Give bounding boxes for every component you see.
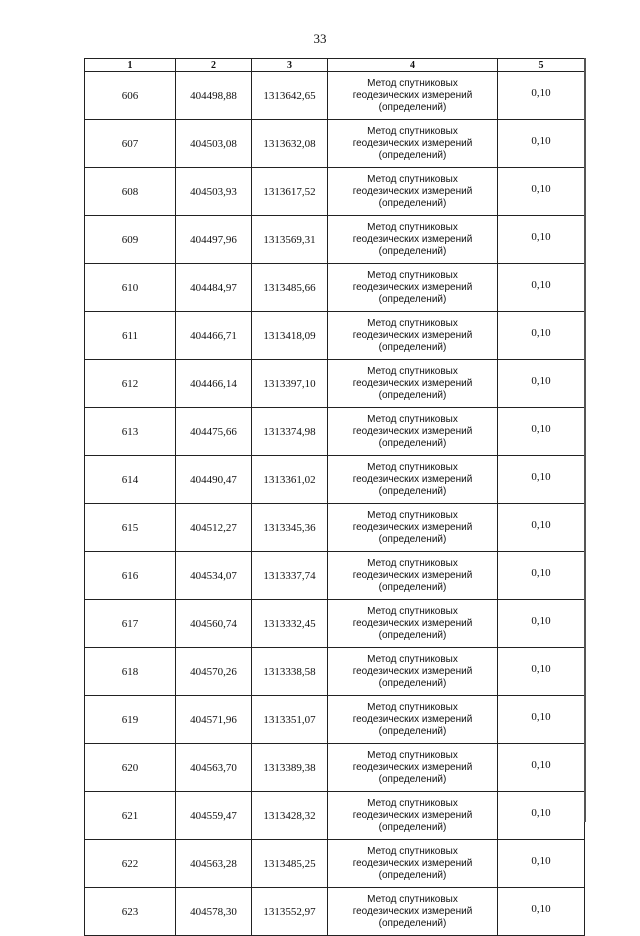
method-line: (определений) xyxy=(378,485,447,497)
method-line: (определений) xyxy=(378,245,447,257)
table-row xyxy=(85,552,585,600)
y-coordinate-cell: 1313632,08 xyxy=(252,120,328,168)
x-coordinate-cell: 404563,28 xyxy=(176,840,252,888)
method-line: Метод спутниковых xyxy=(367,221,458,233)
y-coordinate-cell: 1313338,58 xyxy=(252,648,328,696)
method-line: (определений) xyxy=(378,101,447,113)
accuracy-cell: 0,10 xyxy=(498,360,585,408)
x-coordinate-cell: 404570,26 xyxy=(176,648,252,696)
y-coordinate-cell: 1313485,25 xyxy=(252,840,328,888)
y-coordinate-cell: 1313332,45 xyxy=(252,600,328,648)
method-cell xyxy=(328,648,498,696)
method-cell xyxy=(328,312,498,360)
method-cell xyxy=(328,552,498,600)
method-line: (определений) xyxy=(378,725,447,737)
y-coordinate-cell: 1313389,38 xyxy=(252,744,328,792)
method-cell xyxy=(328,840,498,888)
table-row xyxy=(85,168,585,216)
x-coordinate-cell: 404563,70 xyxy=(176,744,252,792)
y-coordinate-cell: 1313361,02 xyxy=(252,456,328,504)
point-number-cell: 613 xyxy=(85,408,176,456)
y-coordinate-cell: 1313345,36 xyxy=(252,504,328,552)
y-coordinate-cell: 1313397,10 xyxy=(252,360,328,408)
point-number-cell: 610 xyxy=(85,264,176,312)
x-coordinate-cell: 404578,30 xyxy=(176,888,252,936)
x-coordinate-cell: 404497,96 xyxy=(176,216,252,264)
method-line: геодезических измерений xyxy=(352,329,473,341)
accuracy-cell: 0,10 xyxy=(498,312,585,360)
y-coordinate-cell: 1313428,32 xyxy=(252,792,328,840)
point-number-cell: 609 xyxy=(85,216,176,264)
point-number-cell: 622 xyxy=(85,840,176,888)
x-coordinate-cell: 404490,47 xyxy=(176,456,252,504)
method-line: Метод спутниковых xyxy=(367,701,458,713)
header-col-4: 4 xyxy=(328,59,498,72)
table-header-row xyxy=(85,59,585,72)
y-coordinate-cell: 1313351,07 xyxy=(252,696,328,744)
point-number-cell: 618 xyxy=(85,648,176,696)
table-right-edge xyxy=(584,58,586,822)
point-number-cell: 621 xyxy=(85,792,176,840)
method-line: геодезических измерений xyxy=(352,809,473,821)
y-coordinate-cell: 1313418,09 xyxy=(252,312,328,360)
table-row xyxy=(85,408,585,456)
y-coordinate-cell: 1313337,74 xyxy=(252,552,328,600)
y-coordinate-cell: 1313642,65 xyxy=(252,72,328,120)
x-coordinate-cell: 404534,07 xyxy=(176,552,252,600)
method-line: геодезических измерений xyxy=(352,377,473,389)
method-line: геодезических измерений xyxy=(352,425,473,437)
method-line: Метод спутниковых xyxy=(367,797,458,809)
table-row xyxy=(85,600,585,648)
method-cell xyxy=(328,408,498,456)
method-line: (определений) xyxy=(378,869,447,881)
method-line: (определений) xyxy=(378,917,447,929)
method-line: Метод спутниковых xyxy=(367,845,458,857)
accuracy-cell: 0,10 xyxy=(498,408,585,456)
method-line: геодезических измерений xyxy=(352,89,473,101)
y-coordinate-cell: 1313617,52 xyxy=(252,168,328,216)
header-col-2: 2 xyxy=(176,59,252,72)
method-line: (определений) xyxy=(378,437,447,449)
method-line: (определений) xyxy=(378,581,447,593)
x-coordinate-cell: 404484,97 xyxy=(176,264,252,312)
method-line: (определений) xyxy=(378,629,447,641)
x-coordinate-cell: 404571,96 xyxy=(176,696,252,744)
method-line: геодезических измерений xyxy=(352,761,473,773)
accuracy-cell: 0,10 xyxy=(498,216,585,264)
method-line: (определений) xyxy=(378,197,447,209)
method-cell xyxy=(328,264,498,312)
point-number-cell: 611 xyxy=(85,312,176,360)
method-line: Метод спутниковых xyxy=(367,893,458,905)
accuracy-cell: 0,10 xyxy=(498,696,585,744)
method-cell xyxy=(328,744,498,792)
table-row xyxy=(85,888,585,936)
table-row xyxy=(85,696,585,744)
method-line: (определений) xyxy=(378,293,447,305)
table-row xyxy=(85,264,585,312)
method-line: геодезических измерений xyxy=(352,713,473,725)
method-line: Метод спутниковых xyxy=(367,269,458,281)
page-number: 33 xyxy=(313,31,327,46)
method-line: Метод спутниковых xyxy=(367,605,458,617)
method-line: Метод спутниковых xyxy=(367,557,458,569)
x-coordinate-cell: 404475,66 xyxy=(176,408,252,456)
method-line: (определений) xyxy=(378,341,447,353)
table-row xyxy=(85,744,585,792)
header-col-5: 5 xyxy=(498,59,585,72)
point-number-cell: 608 xyxy=(85,168,176,216)
accuracy-cell: 0,10 xyxy=(498,888,585,936)
y-coordinate-cell: 1313552,97 xyxy=(252,888,328,936)
method-line: геодезических измерений xyxy=(352,281,473,293)
method-line: (определений) xyxy=(378,773,447,785)
point-number-cell: 612 xyxy=(85,360,176,408)
point-number-cell: 607 xyxy=(85,120,176,168)
accuracy-cell: 0,10 xyxy=(498,840,585,888)
accuracy-cell: 0,10 xyxy=(498,168,585,216)
table-row xyxy=(85,216,585,264)
method-cell xyxy=(328,168,498,216)
accuracy-cell: 0,10 xyxy=(498,744,585,792)
method-line: (определений) xyxy=(378,821,447,833)
method-line: Метод спутниковых xyxy=(367,653,458,665)
table-row xyxy=(85,312,585,360)
method-line: (определений) xyxy=(378,389,447,401)
accuracy-cell: 0,10 xyxy=(498,648,585,696)
method-line: Метод спутниковых xyxy=(367,749,458,761)
x-coordinate-cell: 404560,74 xyxy=(176,600,252,648)
method-cell xyxy=(328,888,498,936)
table-row xyxy=(85,792,585,840)
method-line: Метод спутниковых xyxy=(367,317,458,329)
method-line: геодезических измерений xyxy=(352,137,473,149)
point-number-cell: 623 xyxy=(85,888,176,936)
method-line: геодезических измерений xyxy=(352,569,473,581)
accuracy-cell: 0,10 xyxy=(498,600,585,648)
table-row xyxy=(85,360,585,408)
point-number-cell: 615 xyxy=(85,504,176,552)
method-cell xyxy=(328,216,498,264)
y-coordinate-cell: 1313485,66 xyxy=(252,264,328,312)
accuracy-cell: 0,10 xyxy=(498,504,585,552)
x-coordinate-cell: 404498,88 xyxy=(176,72,252,120)
method-line: (определений) xyxy=(378,533,447,545)
method-line: (определений) xyxy=(378,677,447,689)
method-line: геодезических измерений xyxy=(352,473,473,485)
method-cell xyxy=(328,360,498,408)
method-line: Метод спутниковых xyxy=(367,365,458,377)
method-line: Метод спутниковых xyxy=(367,173,458,185)
table-row xyxy=(85,456,585,504)
x-coordinate-cell: 404503,93 xyxy=(176,168,252,216)
method-line: Метод спутниковых xyxy=(367,509,458,521)
method-line: Метод спутниковых xyxy=(367,413,458,425)
method-cell xyxy=(328,72,498,120)
accuracy-cell: 0,10 xyxy=(498,456,585,504)
method-line: геодезических измерений xyxy=(352,617,473,629)
table-row xyxy=(85,72,585,120)
method-line: геодезических измерений xyxy=(352,521,473,533)
method-line: Метод спутниковых xyxy=(367,461,458,473)
x-coordinate-cell: 404512,27 xyxy=(176,504,252,552)
method-line: (определений) xyxy=(378,149,447,161)
method-line: Метод спутниковых xyxy=(367,77,458,89)
accuracy-cell: 0,10 xyxy=(498,792,585,840)
x-coordinate-cell: 404559,47 xyxy=(176,792,252,840)
method-line: геодезических измерений xyxy=(352,233,473,245)
y-coordinate-cell: 1313374,98 xyxy=(252,408,328,456)
point-number-cell: 614 xyxy=(85,456,176,504)
x-coordinate-cell: 404503,08 xyxy=(176,120,252,168)
point-number-cell: 606 xyxy=(85,72,176,120)
method-cell xyxy=(328,120,498,168)
table-row xyxy=(85,648,585,696)
point-number-cell: 619 xyxy=(85,696,176,744)
table-row xyxy=(85,120,585,168)
method-cell xyxy=(328,456,498,504)
method-cell xyxy=(328,696,498,744)
accuracy-cell: 0,10 xyxy=(498,264,585,312)
method-line: геодезических измерений xyxy=(352,185,473,197)
table-row xyxy=(85,504,585,552)
method-line: Метод спутниковых xyxy=(367,125,458,137)
point-number-cell: 617 xyxy=(85,600,176,648)
method-cell xyxy=(328,504,498,552)
accuracy-cell: 0,10 xyxy=(498,120,585,168)
x-coordinate-cell: 404466,14 xyxy=(176,360,252,408)
y-coordinate-cell: 1313569,31 xyxy=(252,216,328,264)
coordinates-table xyxy=(84,58,585,936)
method-cell xyxy=(328,600,498,648)
table-row xyxy=(85,840,585,888)
header-col-1: 1 xyxy=(85,59,176,72)
method-line: геодезических измерений xyxy=(352,857,473,869)
point-number-cell: 620 xyxy=(85,744,176,792)
method-line: геодезических измерений xyxy=(352,665,473,677)
point-number-cell: 616 xyxy=(85,552,176,600)
table-body xyxy=(85,72,585,936)
method-line: геодезических измерений xyxy=(352,905,473,917)
header-col-3: 3 xyxy=(252,59,328,72)
accuracy-cell: 0,10 xyxy=(498,72,585,120)
method-cell xyxy=(328,792,498,840)
x-coordinate-cell: 404466,71 xyxy=(176,312,252,360)
accuracy-cell: 0,10 xyxy=(498,552,585,600)
